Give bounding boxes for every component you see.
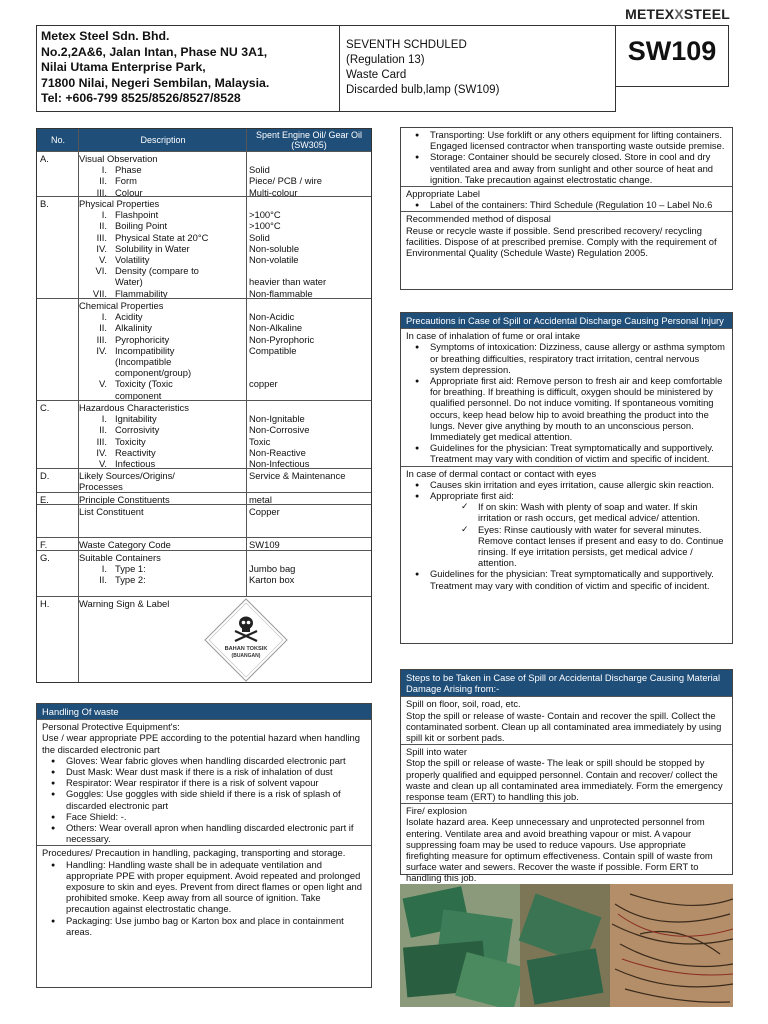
list-item: ● Symptoms of intoxication: Dizziness, cause allergy or asthma symptom or breathing difficulties, respiratory tract irritation, central nervous system depression.	[430, 341, 727, 375]
list-item: ● Appropriate first aid:	[430, 490, 727, 501]
list-item: ● Guidelines for the physician: Treat symptomatically and supportively. Treatment may vary with condition of victim and specific of incident.	[430, 442, 727, 464]
list-item: ● Face Shield: -.	[66, 811, 366, 822]
logo-x-mark: X	[674, 6, 684, 22]
inhalation-title: In case of inhalation of fume or oral intake	[406, 330, 581, 342]
company-address-line-2: Nilai Utama Enterprise Park,	[41, 60, 206, 75]
company-name: Metex Steel Sdn. Bhd.	[41, 29, 170, 43]
precautions-personal-injury-box	[400, 312, 733, 644]
step-title: Spill on floor, soil, road, etc.	[406, 698, 521, 710]
sign-text-line2: (BUANGAN)	[231, 653, 261, 659]
sign-text-line1: BAHAN TOKSIK	[224, 646, 268, 652]
list-item: ● Appropriate first aid: Remove person to fresh air and keep comfortable for breathing. If breathing is difficult, oxygen should be ministered by qualified personnel. Do not induce vomiting. If spontaneous vomiting occurs, keep head below hip to avoid breathing the product into the lungs. Never give anything by mouth to an unconscious person. Immediately get medical attention.	[430, 375, 727, 442]
ppe-title: Personal Protective Equipment's:	[42, 721, 180, 733]
header-description: Description	[140, 135, 186, 145]
company-phone: Tel: +606-799 8525/8526/8527/8528	[41, 91, 241, 106]
list-item: ● Causes skin irritation and eyes irritation, cause allergic skin reaction.	[430, 479, 727, 490]
table-row-f: F. Waste Category Code SW109	[37, 537, 371, 551]
schedule-regulation: (Regulation 13)	[346, 54, 425, 66]
value-sources: Service & Maintenance	[249, 470, 346, 481]
spill-steps-box	[400, 669, 733, 884]
table-row-list-constituent: List Constituent Copper	[37, 504, 371, 538]
list-item: ● Others: Wear overall apron when handling discarded electronic part if necessary.	[66, 822, 366, 844]
value-phase: Solid	[249, 164, 270, 176]
table-row-b: B. Physical Properties I. Flashpoint II. Boiling Point III. Physical State at 20°C IV. Solubility in Water V. Volatility VI. Density (compare to Water) VII. Flammability >100°C >100°C Solid Non-soluble Non-volatile heavier than water Non-flammable	[37, 196, 371, 299]
logo-text-metex: METEX	[625, 6, 675, 22]
schedule-waste-name: Discarded bulb,lamp (SW109)	[346, 84, 500, 96]
logo-text-steel: STEEL	[683, 6, 730, 22]
schedule-title: SEVENTH SCHDULED	[346, 39, 467, 51]
table-row-h: H. Warning Sign & Label	[37, 596, 371, 683]
toxic-warning-sign	[203, 597, 289, 683]
table-row-a: A. Visual Observation I. Phase II. Form III. Colour Solid Piece/ PCB / wire Multi-colour	[37, 151, 371, 197]
list-item: ● Dust Mask: Wear dust mask if there is a risk of inhalation of dust	[66, 766, 366, 777]
list-item: ● Gloves: Wear fabric gloves when handling discarded electronic part	[66, 755, 366, 766]
ppe-intro: Use / wear appropriate PPE according to the potential hazard when handling the discarded electronic part	[42, 732, 360, 755]
section-heading: Handling Of waste	[37, 704, 371, 719]
row-title: Chemical Properties	[79, 300, 164, 311]
handling-of-waste-box	[36, 703, 372, 988]
dermal-title: In case of dermal contact or contact with eyes	[406, 467, 597, 479]
table-header-row	[37, 129, 371, 151]
list-item: ● Packaging: Use jumbo bag or Karton box and place in containment areas.	[66, 915, 366, 937]
procedures-title: Procedures/ Precaution in handling, packaging, transporting and storage.	[42, 847, 346, 859]
value-form: Piece/ PCB / wire	[249, 175, 322, 187]
company-address-line-1: No.2,2A&6, Jalan Intan, Phase NU 3A1,	[41, 44, 268, 59]
table-row-chemical: Chemical Properties I. Acidity II. Alkalinity III. Pyrophoricity IV. Incompatibility (Incompatible component/group) V. Toxicity (Toxic component Non-Acidic Non-Alkaline Non-Pyrophoric Compatible copper	[37, 298, 371, 401]
row-letter: C.	[40, 402, 50, 413]
step-text: Stop the spill or release of waste- Contain and recover the spill. Collect the contaminated sorbent. Clean up all contaminated area immediately by using spill kit or sorbent pads.	[406, 709, 722, 744]
company-address-block	[36, 25, 340, 112]
list-item: ● Handling: Handling waste shall be in adequate ventilation and appropriate PPE with proper equipment. Avoid repeated and prolonged exposure to skin and eyes. Prevent from direct flames or open light and prohibited smoke. Keep away from all source of ignition. Take precaution against electrostatic change.	[66, 859, 366, 915]
list-item: ● Respirator: Wear respirator if there is a risk of solvent vapour	[66, 777, 366, 788]
company-address-line-3: 71800 Nilai, Negeri Sembilan, Malaysia.	[41, 75, 270, 90]
section-heading: Steps to be Taken in Case of Spill or Accidental Discharge Causing Material Damage Arising from:-	[401, 670, 732, 696]
label-title: Appropriate Label	[406, 188, 481, 200]
check-item: ✓ Eyes: Rinse cautiously with water for several minutes. Remove contact lenses if present and easy to do. Continue rinsing. If eye irritation persists, get medical advice / attention.	[478, 524, 727, 569]
column-divider	[78, 129, 79, 682]
table-row-e: E. Principle Constituents metal	[37, 492, 371, 505]
table-row-g: G. Suitable Containers I. Type 1: II. Type 2: Jumbo bag Karton box	[37, 550, 371, 597]
check-item: ✓ If on skin: Wash with plenty of soap and water. If skin irritation or rash occurs, get medical advice/ attention.	[478, 501, 727, 523]
list-item: ● Label of the containers: Third Schedule (Regulation 10 – Label No.6	[430, 199, 727, 210]
row-letter: A.	[40, 153, 49, 164]
header-value: Spent Engine Oil/ Gear Oil (SW305)	[255, 130, 363, 150]
section-heading: Precautions in Case of Spill or Accidental Discharge Causing Personal Injury	[401, 313, 732, 328]
electronic-waste-photo	[400, 884, 733, 1007]
row-title: Visual Observation	[79, 153, 158, 164]
waste-code-badge: SW109	[616, 25, 729, 87]
disposal-text: Reuse or recycle waste if possible. Send prescribed recovery/ recycling facilities. Dispose of at prescribed premise. Comply with the requirement of Environmental Quality (Schedule Waste) Regulation 2005.	[406, 224, 717, 259]
step-text: Stop the spill or release of waste- The leak or spill should be stopped by properly qualified and equipped personnel. Contain and recover/ collect the waste and clean up all contaminated area immediately. Form the emergency response team (ERT) to handling this job.	[406, 757, 723, 803]
row-title: Physical Properties	[79, 198, 160, 209]
transport-storage-box	[400, 127, 733, 290]
list-item: ● Goggles: Use goggles with side shield if there is a risk of splash of discarded electronic part	[66, 788, 366, 810]
list-item: ● Guidelines for the physician: Treat symptomatically and supportively. Treatment may vary with condition of victim and specific of incident.	[430, 568, 727, 590]
header-no: No.	[50, 135, 65, 145]
step-title: Spill into water	[406, 746, 467, 758]
table-row-c: C. Hazardous Characteristics I. Ignitability II. Corrosivity III. Toxicity IV. Reactivity V. Infectious Non-Ignitable Non-Corrosive Toxic Non-Reactive Non-Infectious	[37, 400, 371, 469]
list-item: ● Transporting: Use forklift or any others equipment for lifting containers. Engaged licensed contractor when transporting waste outside premise.	[430, 129, 727, 151]
step-text: Isolate hazard area. Keep unnecessary and unprotected personnel from entering. Ventilate area and avoid breathing vapour or mist. A vapour suppressing foam may be used to reduce vapours. Use appropriate firefighting measure for optimum effectiveness. Contain spill of waste from surface water and sewers. Recover the waste if possible. Form ERT to handling this job.	[406, 816, 713, 884]
row-letter: B.	[40, 198, 49, 209]
step-title: Fire/ explosion	[406, 805, 467, 817]
row-title: Hazardous Characteristics	[79, 402, 189, 413]
column-divider	[246, 129, 247, 596]
schedule-card-type: Waste Card	[346, 69, 407, 81]
metex-steel-logo	[618, 6, 730, 24]
list-item: ● Storage: Container should be securely closed. Store in cool and dry ventilated area and away from sunlight and other source of heat and ignition. Take precaution against electrostatic change.	[430, 151, 727, 185]
value-colour: Multi-colour	[249, 186, 298, 198]
table-row-d: D. Likely Sources/Origins/ Processes Service & Maintenance	[37, 468, 371, 493]
disposal-title: Recommended method of disposal	[406, 213, 551, 225]
schedule-title-block	[340, 25, 616, 112]
